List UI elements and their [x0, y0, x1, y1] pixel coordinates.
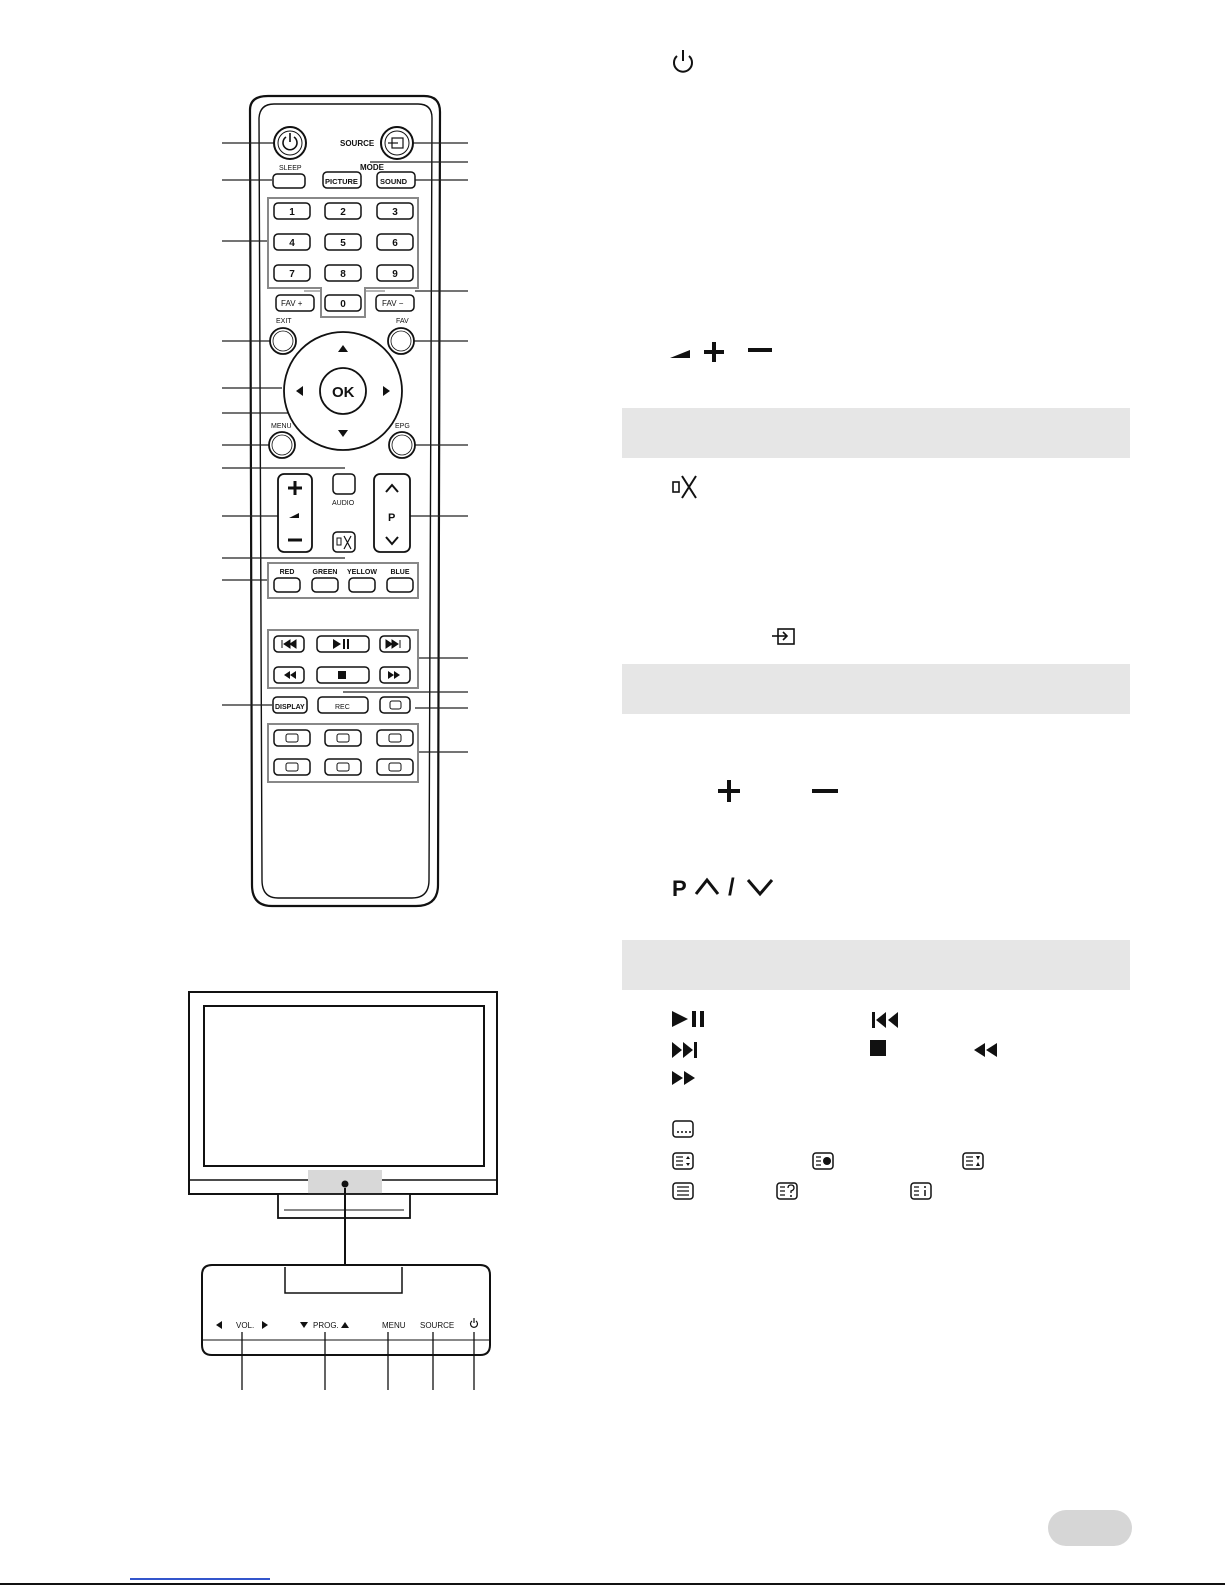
footer-link-underline	[130, 1578, 270, 1580]
digit-label: 2	[340, 207, 346, 218]
channel-minus-icon	[812, 778, 838, 804]
chevron-down-icon	[746, 876, 774, 898]
digit-label: 1	[289, 207, 295, 218]
teletext-button	[377, 759, 413, 775]
remote-p-label: P	[388, 512, 396, 524]
skip-next-icon	[672, 1042, 700, 1058]
color-key-label: BLUE	[390, 569, 410, 576]
digit-button-1	[274, 203, 310, 219]
volume-icon	[670, 342, 692, 362]
tv-vol-label: VOL.	[236, 1321, 255, 1330]
color-key-yellow	[347, 569, 377, 592]
power-icon	[670, 48, 696, 76]
digit-label: 9	[392, 269, 398, 280]
rewind-icon	[974, 1043, 998, 1057]
digit-button-5	[325, 234, 361, 250]
remote-control-diagram	[0, 0, 620, 920]
section-header-band-2	[622, 664, 1130, 714]
digit-label: 7	[289, 269, 295, 280]
teletext-size-icon	[672, 1152, 694, 1170]
digit-label: 6	[392, 238, 398, 249]
teletext-button	[325, 730, 361, 746]
teletext-icon	[672, 1182, 694, 1200]
color-key-label: GREEN	[312, 569, 338, 576]
color-key-label: RED	[279, 569, 295, 576]
digit-button-8	[325, 265, 361, 281]
remote-rec-label: REC	[335, 704, 350, 711]
teletext-reveal-icon	[776, 1182, 798, 1200]
stop-icon	[870, 1040, 886, 1056]
remote-ok-label: OK	[332, 384, 355, 401]
remote-epg-label: EPG	[395, 423, 410, 430]
digit-button-3	[377, 203, 413, 219]
digit-label: 3	[392, 207, 398, 218]
teletext-index-icon	[910, 1182, 932, 1200]
remote-picture-label: PICTURE	[325, 177, 358, 186]
digit-button-2	[325, 203, 361, 219]
page-number-badge	[1048, 1510, 1132, 1546]
remote-mode-label: MODE	[360, 163, 384, 172]
tv-source-label: SOURCE	[420, 1321, 455, 1330]
color-key-green	[312, 569, 338, 592]
section-header-band-1	[622, 408, 1130, 458]
remote-fav-minus-label: FAV −	[382, 299, 404, 308]
fast-forward-icon	[672, 1071, 696, 1085]
skip-previous-icon	[872, 1012, 900, 1028]
teletext-button	[274, 759, 310, 775]
program-label: P	[672, 876, 687, 901]
teletext-hold-icon	[962, 1152, 984, 1170]
teletext-button	[377, 730, 413, 746]
digit-label: 5	[340, 238, 346, 249]
section-header-band-3	[622, 940, 1130, 990]
digit-label: 8	[340, 269, 346, 280]
remote-source-label: SOURCE	[340, 139, 375, 148]
teletext-button	[325, 759, 361, 775]
remote-fav-label: FAV	[396, 318, 409, 325]
chevron-up-icon	[694, 876, 720, 898]
color-key-label: YELLOW	[347, 569, 377, 576]
digit-label: 0	[340, 299, 346, 310]
plus-icon	[702, 340, 726, 364]
digit-button-4	[274, 234, 310, 250]
teletext-button	[274, 730, 310, 746]
digit-button-9	[377, 265, 413, 281]
minus-icon	[748, 340, 772, 364]
digit-label: 4	[289, 238, 295, 249]
digit-button-0	[325, 295, 361, 311]
remote-display-label: DISPLAY	[275, 704, 305, 711]
tv-menu-label: MENU	[382, 1321, 406, 1330]
remote-fav-plus-label: FAV +	[281, 299, 303, 308]
play-pause-icon	[672, 1010, 708, 1028]
digit-button-6	[377, 234, 413, 250]
subtitle-icon	[672, 1120, 694, 1138]
slash-separator: /	[728, 874, 735, 901]
digit-button-7	[274, 265, 310, 281]
teletext-mix-icon	[812, 1152, 834, 1170]
remote-exit-label: EXIT	[276, 318, 292, 325]
source-input-icon	[772, 628, 796, 646]
remote-sleep-label: SLEEP	[279, 165, 302, 172]
remote-menu-label: MENU	[271, 423, 292, 430]
remote-audio-label: AUDIO	[332, 500, 355, 507]
color-key-blue	[387, 569, 413, 592]
remote-sound-label: SOUND	[380, 177, 408, 186]
channel-plus-icon	[716, 778, 742, 804]
tv-diagram	[0, 980, 620, 1400]
tv-prog-label: PROG.	[313, 1321, 339, 1330]
mute-icon	[672, 474, 700, 500]
